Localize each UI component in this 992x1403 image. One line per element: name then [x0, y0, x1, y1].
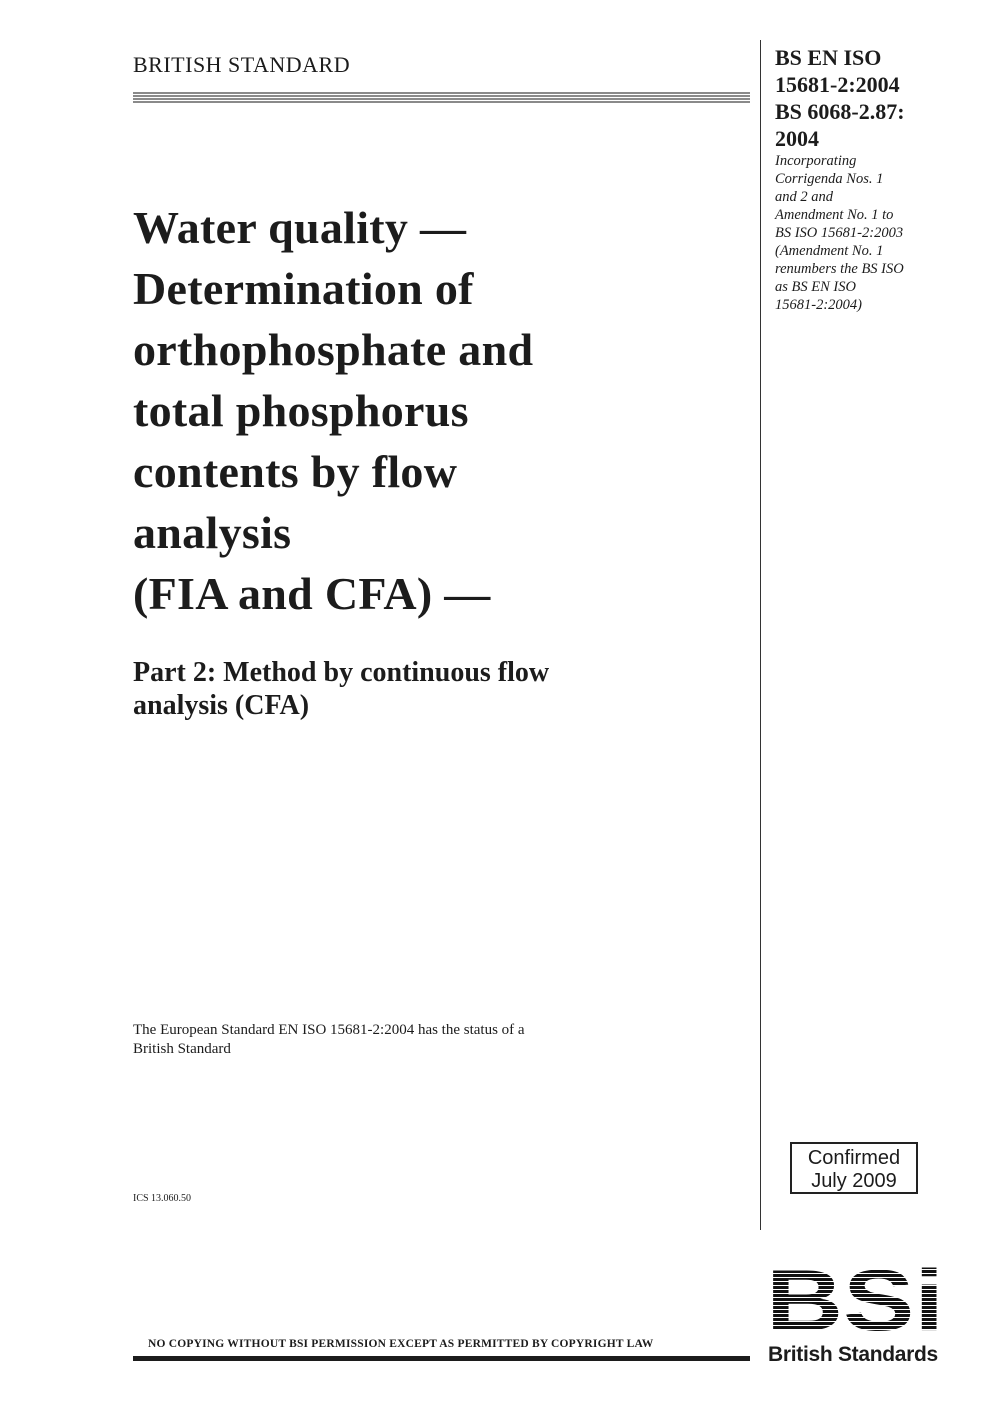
standard-numbers	[775, 44, 975, 152]
title-line: (FIA and CFA) —	[133, 568, 491, 619]
copyright-notice: NO COPYING WITHOUT BSI PERMISSION EXCEPT AS PERMITTED BY COPYRIGHT LAW	[148, 1338, 654, 1350]
header-label: BRITISH STANDARD	[133, 52, 351, 77]
incorporating-line: and 2 and	[775, 189, 833, 205]
title-line: orthophosphate and	[133, 324, 534, 375]
title-line: total phosphorus	[133, 385, 469, 436]
header-rule	[133, 92, 750, 104]
confirmed-date: July 2009	[811, 1170, 897, 1192]
ics-code: ICS 13.060.50	[133, 1193, 192, 1204]
incorporating-line: BS ISO 15681-2:2003	[775, 225, 904, 241]
standard-number-line: 2004	[775, 126, 819, 151]
title-line: Water quality —	[133, 202, 467, 253]
bsi-logo-text: BSi	[766, 1262, 944, 1332]
incorporating-line: renumbers the BS ISO	[775, 261, 904, 277]
status-note	[133, 1021, 733, 1059]
standard-number-line: BS EN ISO	[775, 45, 882, 70]
standard-number-line: BS 6068-2.87:	[775, 99, 905, 124]
footer-rule	[133, 1356, 750, 1361]
incorporating-line: 15681-2:2004)	[775, 297, 862, 313]
incorporating-line: Amendment No. 1 to	[775, 207, 894, 223]
incorporating-line: Incorporating	[775, 153, 857, 169]
status-note-line: British Standard	[133, 1041, 231, 1057]
incorporating-line: (Amendment No. 1	[775, 243, 884, 259]
document-subtitle	[133, 656, 753, 722]
title-line: analysis	[133, 507, 292, 558]
bsi-logo-caption: British Standards	[768, 1343, 938, 1366]
confirmed-stamp	[790, 1142, 918, 1194]
confirmed-label: Confirmed	[807, 1147, 901, 1169]
incorporating-line: Corrigenda Nos. 1	[775, 171, 884, 187]
incorporating-line: as BS EN ISO	[775, 279, 856, 295]
incorporating-note	[775, 152, 975, 314]
title-line: contents by flow	[133, 446, 458, 497]
subtitle-line: Part 2: Method by continuous flow	[133, 657, 550, 688]
subtitle-line: analysis (CFA)	[133, 690, 310, 721]
bsi-logo	[766, 1262, 946, 1332]
title-line: Determination of	[133, 263, 474, 314]
status-note-line: The European Standard EN ISO 15681-2:2004 has the status of a	[133, 1022, 525, 1038]
standard-number-line: 15681-2:2004	[775, 72, 900, 97]
document-title	[133, 197, 753, 624]
vertical-divider	[760, 40, 761, 1230]
